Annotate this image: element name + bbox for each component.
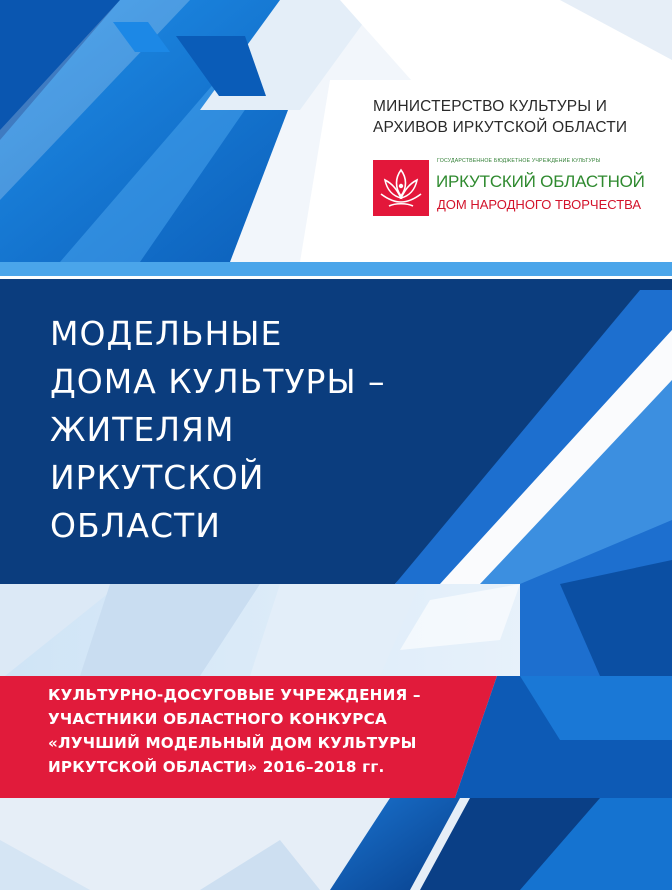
organization-name-line-1: ИРКУТСКИЙ ОБЛАСТНОЙ	[436, 172, 645, 191]
ministry-name	[373, 96, 663, 138]
subtitle-line-4: ИРКУТСКОЙ ОБЛАСТИ» 2016–2018 гг.	[48, 758, 385, 776]
organization-name-line-2: ДОМ НАРОДНОГО ТВОРЧЕСТВА	[437, 197, 642, 212]
title-line-5: ОБЛАСТИ	[50, 506, 221, 545]
ministry-line-1: МИНИСТЕРСТВО КУЛЬТУРЫ И	[373, 98, 608, 115]
cover-subtitle	[48, 683, 488, 779]
subtitle-line-3: «ЛУЧШИЙ МОДЕЛЬНЫЙ ДОМ КУЛЬТУРЫ	[48, 734, 417, 752]
title-line-1: МОДЕЛЬНЫЕ	[50, 314, 283, 353]
lotus-flower-icon	[373, 160, 429, 216]
title-line-4: ИРКУТСКОЙ	[50, 458, 265, 497]
title-line-3: ЖИТЕЛЯМ	[50, 410, 235, 449]
subtitle-line-2: УЧАСТНИКИ ОБЛАСТНОГО КОНКУРСА	[48, 710, 387, 728]
ministry-line-2: АРХИВОВ ИРКУТСКОЙ ОБЛАСТИ	[373, 119, 628, 136]
cover-title	[50, 310, 390, 550]
organization-caption: ГОСУДАРСТВЕННОЕ БЮДЖЕТНОЕ УЧРЕЖДЕНИЕ КУЛЬТУРЫ	[437, 158, 601, 164]
title-line-2: ДОМА КУЛЬТУРЫ –	[50, 362, 386, 401]
subtitle-line-1: КУЛЬТУРНО-ДОСУГОВЫЕ УЧРЕЖДЕНИЯ –	[48, 686, 421, 704]
